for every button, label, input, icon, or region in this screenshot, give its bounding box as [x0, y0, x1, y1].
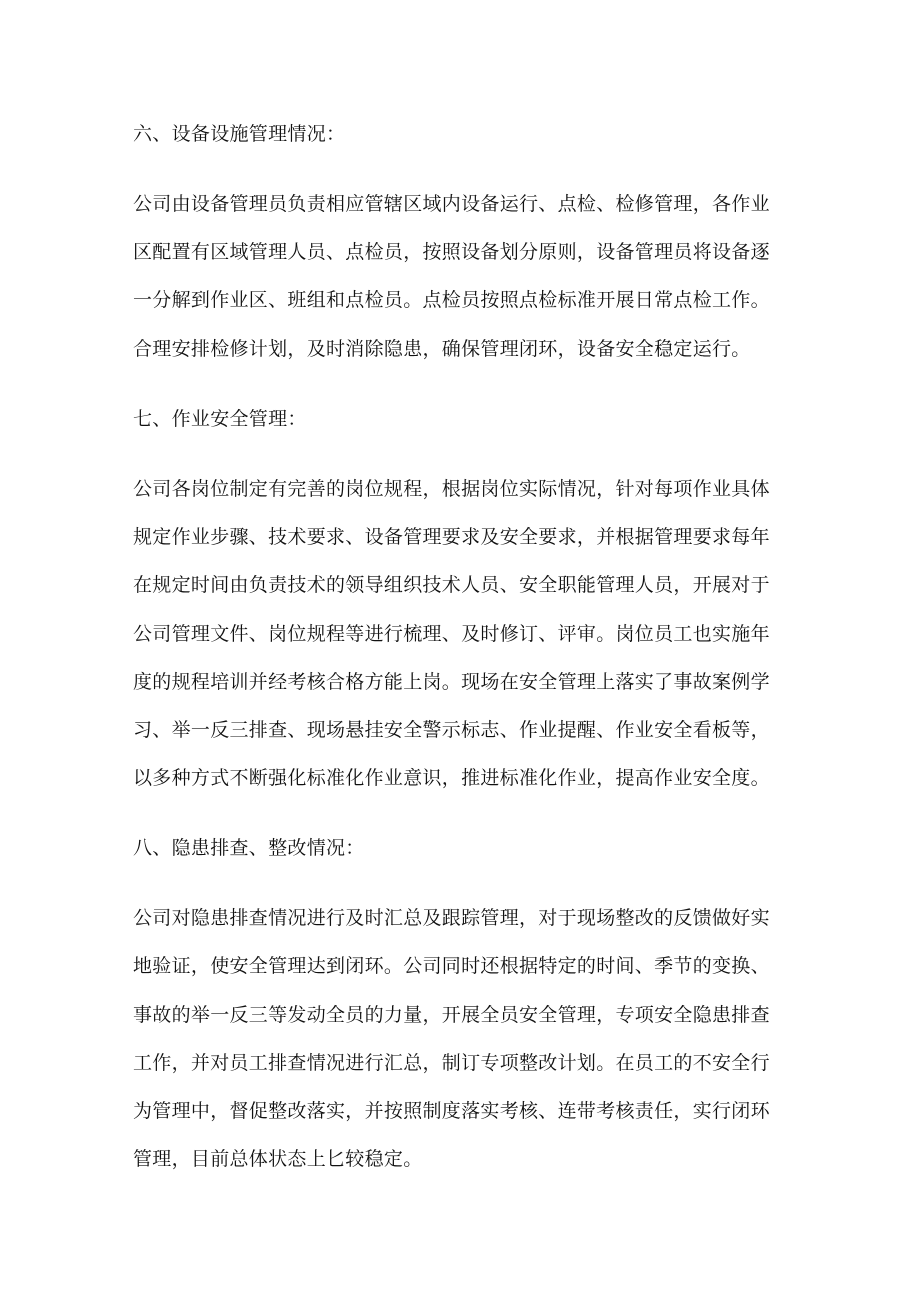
section-7-line-5: 度的规程培训并经考核合格方能上岗。现场在安全管理上落实了事故案例学 [133, 671, 770, 693]
section-6-line-1: 公司由设备管理员负责相应管辖区域内设备运行、点检、检修管理，各作业 [133, 193, 770, 215]
section-8-line-2: 地验证，使安全管理达到闭环。公司同时还根据特定的时间、季节的变换、 [133, 955, 770, 977]
section-8-line-6: 管理，目前总体状态上匕较稳定。 [133, 1148, 423, 1170]
section-8-line-3: 事故的举一反三等发动全员的力量，开展全员安全管理，专项安全隐患排查 [133, 1004, 770, 1026]
section-7-line-1: 公司各岗位制定有完善的岗位规程，根据岗位实际情况，针对每项作业具体 [133, 478, 770, 500]
section-7-line-6: 习、举一反三排查、现场悬挂安全警示标志、作业提醒、作业安全看板等， [133, 719, 770, 741]
section-6-line-4: 合理安排检修计划，及时消除隐患，确保管理闭环，设备安全稳定运行。 [133, 338, 751, 360]
section-8-heading: 八、隐患排查、整改情况： [133, 837, 365, 859]
section-8-line-1: 公司对隐患排查情况进行及时汇总及跟踪管理，对于现场整改的反馈做好实 [133, 907, 770, 929]
section-7-line-2: 规定作业步骤、技术要求、设备管理要求及安全要求，并根据管理要求每年 [133, 526, 770, 548]
section-8-line-4: 工作，并对员工排查情况进行汇总，制订专项整改计划。在员工的不安全行 [133, 1052, 770, 1074]
section-6-heading: 六、设备设施管理情况： [133, 123, 346, 145]
section-8-line-5: 为管理中，督促整改落实，并按照制度落实考核、连带考核责任，实行闭环 [133, 1100, 770, 1122]
section-7-line-3: 在规定时间由负责技术的领导组织技术人员、安全职能管理人员，开展对于 [133, 574, 770, 596]
section-6-line-2: 区配置有区域管理人员、点检员，按照设备划分原则，设备管理员将设备逐 [133, 241, 770, 263]
section-7-heading: 七、作业安全管理： [133, 408, 307, 430]
section-6-line-3: 一分解到作业区、班组和点检员。点检员按照点检标准开展日常点检工作。 [133, 289, 770, 311]
section-7-line-7: 以多种方式不断强化标准化作业意识，推进标准化作业，提高作业安全度。 [133, 767, 770, 789]
section-7-line-4: 公司管理文件、岗位规程等进行梳理、及时修订、评审。岗位员工也实施年 [133, 623, 770, 645]
